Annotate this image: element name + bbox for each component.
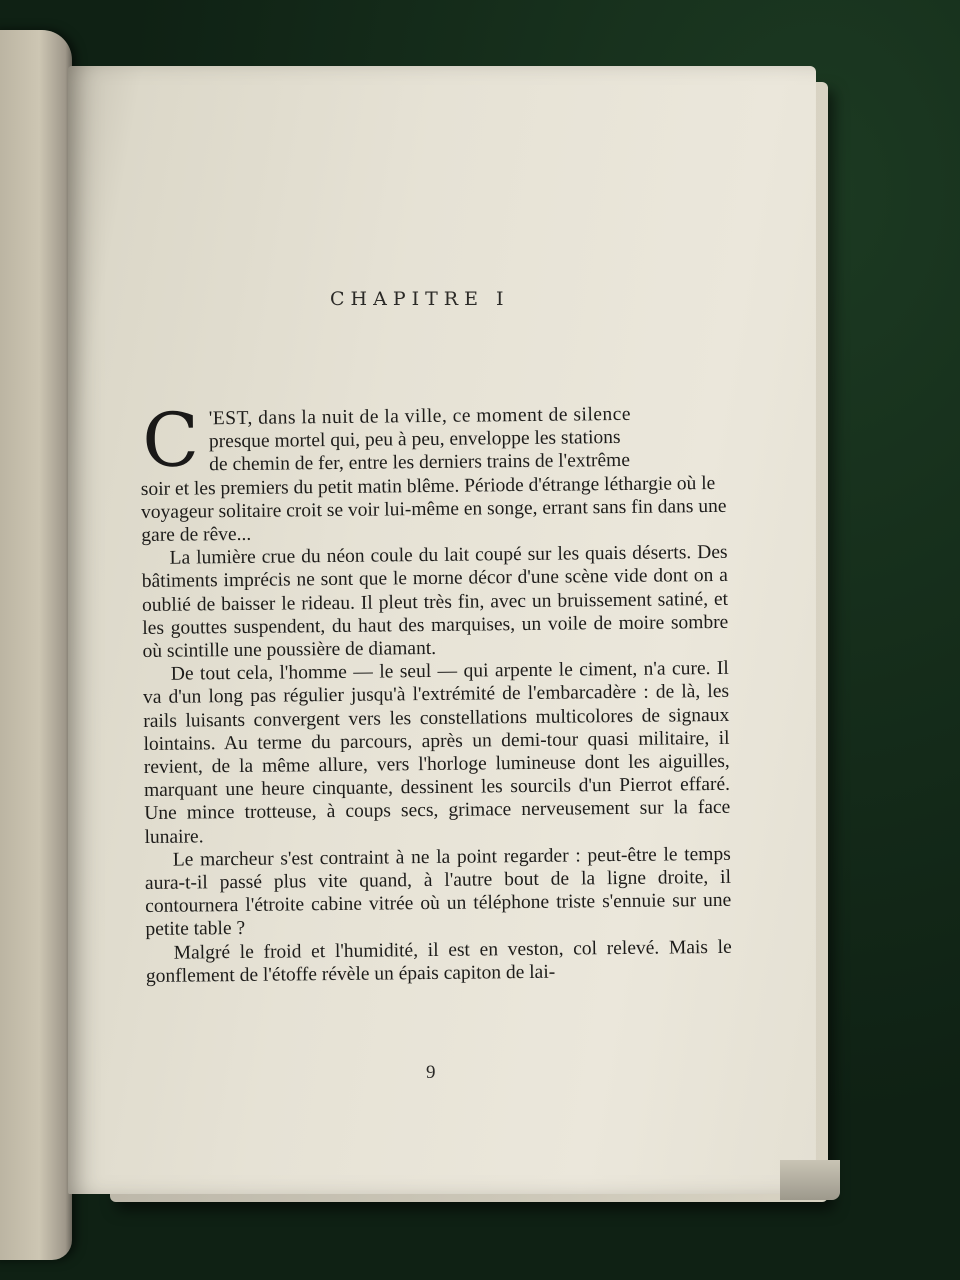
opening-remainder: soir et les premiers du petit matin blême. Période d'étrange léthargie où le voyageur solitaire croit se voir lui-même en songe, errant sans fin dans une gare de rêve...: [140, 472, 727, 547]
paragraph: De tout cela, l'homme — le seul — qui arpente le ciment, n'a cure. Il va d'un long pas régulier jusqu'à l'extrémité de l'embarcadère : de là, les rails luisants convergent vers les constellations multicolores de signaux lointains. Au terme du parcours, après un demi-tour quasi militaire, il revient, de la même allure, vers l'horloge lumineuse dont les aiguilles, marquant une heure cinquante, dessinent les sourcils d'un Pierrot effaré. Une mince trotteuse, à coups secs, grimace nerveusement sur la face lunaire.: [142, 658, 731, 848]
page-number: 9: [426, 1062, 436, 1083]
paragraph: Malgré le froid et l'humidité, il est en veston, col relevé. Mais le gonflement de l'étoffe révèle un épais capiton de lai-: [145, 936, 732, 987]
opening-line-1: 'EST, dans la nuit de la ville, ce moment de silence: [208, 403, 632, 430]
opening-line-3: de chemin de fer, entre les derniers trains de l'extrême: [209, 450, 631, 476]
paragraph: Le marcheur s'est contraint à ne la point regarder : peut-être le temps aura-t-il passé plus vite quand, à l'autre bout de la ligne droite, il contournera l'étroite cabine vitrée où un téléphone triste s'ennuie sur une petite table ?: [144, 843, 732, 941]
chapter-title: CHAPITRE I: [330, 288, 510, 310]
drop-cap: C: [141, 397, 200, 484]
body-text: [140, 397, 732, 988]
opening-line-2: presque mortel qui, peu à peu, enveloppe les stations: [208, 427, 621, 453]
paragraph: La lumière crue du néon coule du lait coupé sur les quais déserts. Des bâtiments imprécis ne sont que le morne décor d'une scène vide dont on a oublié de baisser le rideau. Il pleut très fin, avec un bruissement satiné, et les gouttes suspendent, du haut des marquises, un voile de moire sombre où scintille une poussière de diamant.: [141, 542, 729, 663]
opening-paragraph: [140, 397, 727, 547]
page-corner: [780, 1160, 840, 1200]
facing-page-edge: [0, 30, 72, 1260]
